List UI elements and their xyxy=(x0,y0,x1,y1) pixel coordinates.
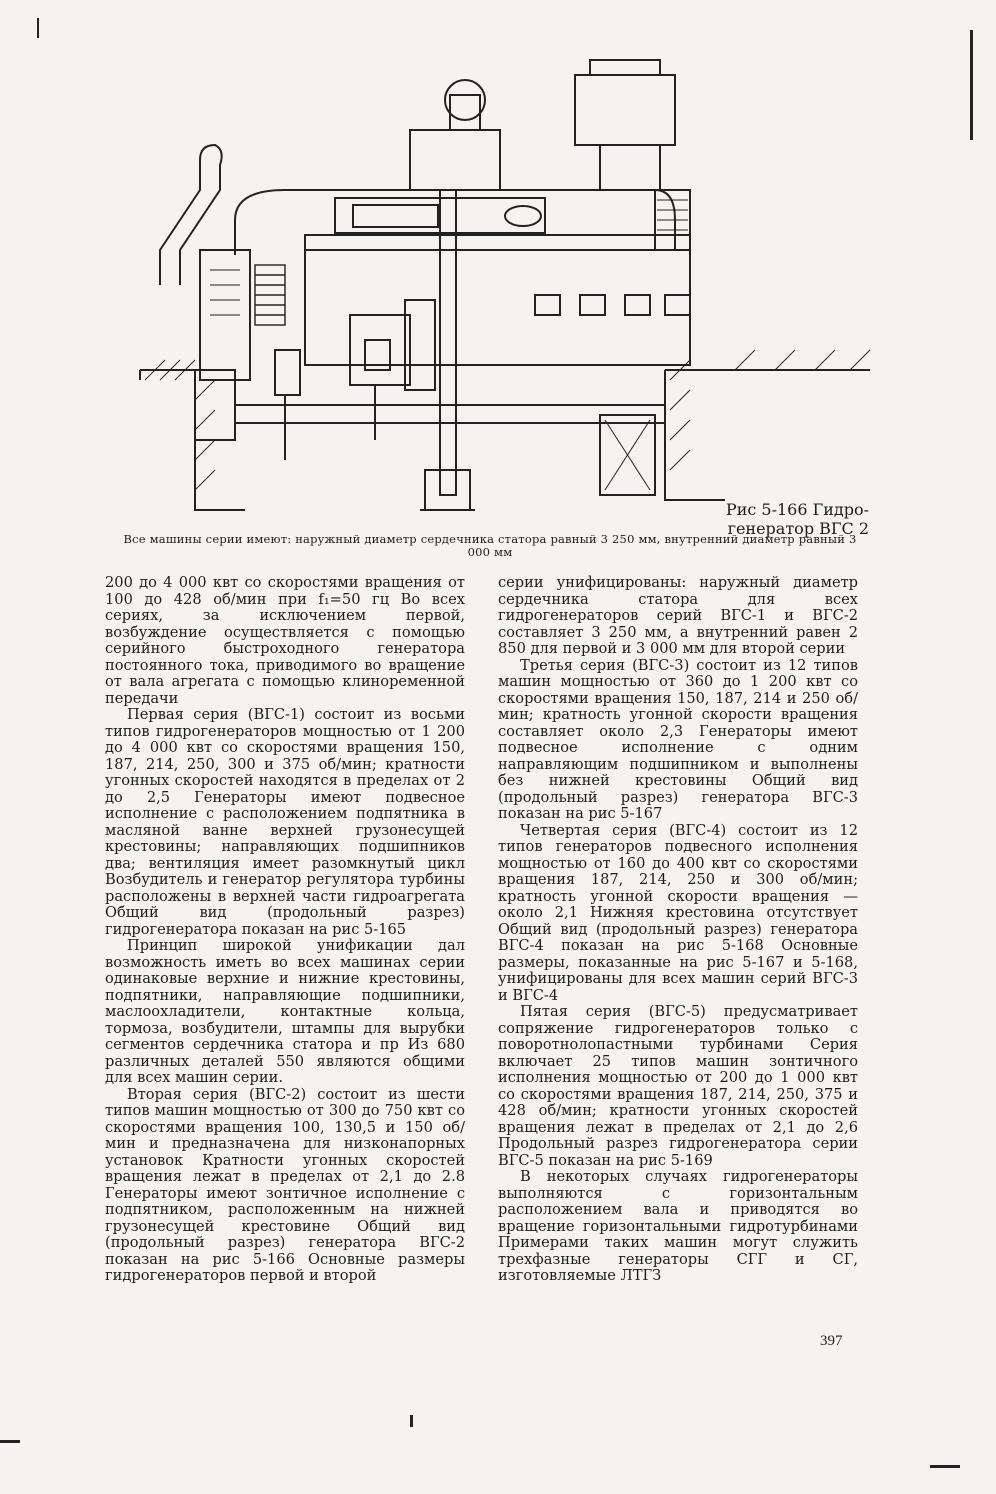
hydrogenerator-section-drawing xyxy=(135,40,875,530)
figure-caption: Все машины серии имеют: наружный диаметр сердечника статора равный 3 250 мм, внутренний диаметр равный 3 000 мм xyxy=(123,532,857,559)
scan-mark xyxy=(410,1415,413,1427)
scan-mark xyxy=(930,1465,960,1468)
scan-mark xyxy=(970,30,973,140)
paragraph: В некоторых случаях гидрогенераторы выполняются с горизонтальным расположением вала и приводятся во вращение горизонтальными гидротурбинами Примерами таких машин могут служить трехфазные генераторы СГГ и СГ, изготовляемые ЛТГЗ xyxy=(498,1168,858,1284)
page-number: 397 xyxy=(820,1333,843,1349)
paragraph: Третья серия (ВГС-3) состоит из 12 типов машин мощностью от 360 до 1 200 квт со скоростями вращения 150, 187, 214 и 250 об/мин; кратность угонной скорости вращения составляет около 2,3 Генераторы имеют подвесное исполнение с одним направляющим подшипником и выполнены без нижней крестовины Общий вид (продольный разрез) генератора ВГС-3 показан на рис 5-167 xyxy=(498,656,858,822)
scan-mark xyxy=(0,1440,20,1443)
paragraph: Четвертая серия (ВГС-4) состоит из 12 типов генераторов подвесного исполнения мощностью от 160 до 400 квт со скоростями вращения 187, 214, 250 и 300 об/мин; кратность угонной скорости вращения — около 2,1 Нижняя крестовина отсутствует Общий вид (продольный разрез) генератора ВГС-4 показан на рис 5-168 Основные размеры, показанные на рис 5-167 и 5-168, унифицированы для всех машин серий ВГС-3 и ВГС-4 xyxy=(498,821,858,1004)
paragraph: Первая серия (ВГС-1) состоит из восьми типов гидрогенераторов мощностью от 1 200 до 4 000 квт со скоростями вращения 150, 187, 214, 250, 300 и 375 об/мин; кратности угонных скоростей находятся в пределах от 2 до 2,5 Генераторы имеют подвесное исполнение с расположением подпятника в масляной ванне верхней грузонесущей крестовины; направляющих подшипников два; вентиляция имеет разомкнутый цикл Возбудитель и генератор регулятора турбины расположены в верхней части гидроагрегата Общий вид (продольный разрез) гидрогенератора показан на рис 5-165 xyxy=(105,706,465,938)
figure-label: Рис 5-166 Гидро-генератор ВГС 2 xyxy=(725,500,869,538)
paragraph: Вторая серия (ВГС-2) состоит из шести типов машин мощностью от 300 до 750 квт со скоростями вращения 100, 130,5 и 150 об/мин и предназначена для низконапорных установок Кратности угонных скоростей вращения лежат в пределах от 2,1 до 2.8 Генераторы имеют зонтичное исполнение с подпятником, расположенным на нижней грузонесущей крестовине Общий вид (продольный разрез) генератора ВГС-2 показан на рис 5-166 Основные размеры гидрогенераторов первой и второй xyxy=(105,1085,465,1284)
right-column xyxy=(498,575,858,1285)
paragraph: Принцип широкой унификации дал возможность иметь во всех машинах серии одинаковые верхние и нижние крестовины, подпятники, направляющие подшипники, маслоохладители, контактные кольца, тормоза, возбудители, штампы для вырубки сегментов сердечника статора и пр Из 680 различных деталей 550 являются общими для всех машин серии. xyxy=(105,937,465,1086)
left-column xyxy=(105,575,465,1285)
paragraph: серии унифицированы: наружный диаметр сердечника статора для всех гидрогенераторов серий ВГС-1 и ВГС-2 составляет 3 250 мм, а внутренний равен 2 850 для первой и 3 000 мм для второй серии xyxy=(498,574,858,657)
paragraph: Пятая серия (ВГС-5) предусматривает сопряжение гидрогенераторов только с поворотнолопастными турбинами Серия включает 25 типов машин зонтичного исполнения мощностью от 200 до 1 000 квт со скоростями вращения 187, 214, 250, 375 и 428 об/мин; кратности угонных скоростей вращения лежат в пределах от 2,1 до 2,6 Продольный разрез гидрогенератора серии ВГС-5 показан на рис 5-169 xyxy=(498,1003,858,1169)
figure-drawing xyxy=(135,40,875,530)
paragraph: 200 до 4 000 квт со скоростями вращения от 100 до 428 об/мин при f₁=50 гц Во всех сериях, за исключением первой, возбуждение осуществляется с помощью серийного быстроходного генератора постоянного тока, приводимого во вращение от вала агрегата с помощью клиноременной передачи xyxy=(105,574,465,707)
scan-mark xyxy=(37,18,39,38)
